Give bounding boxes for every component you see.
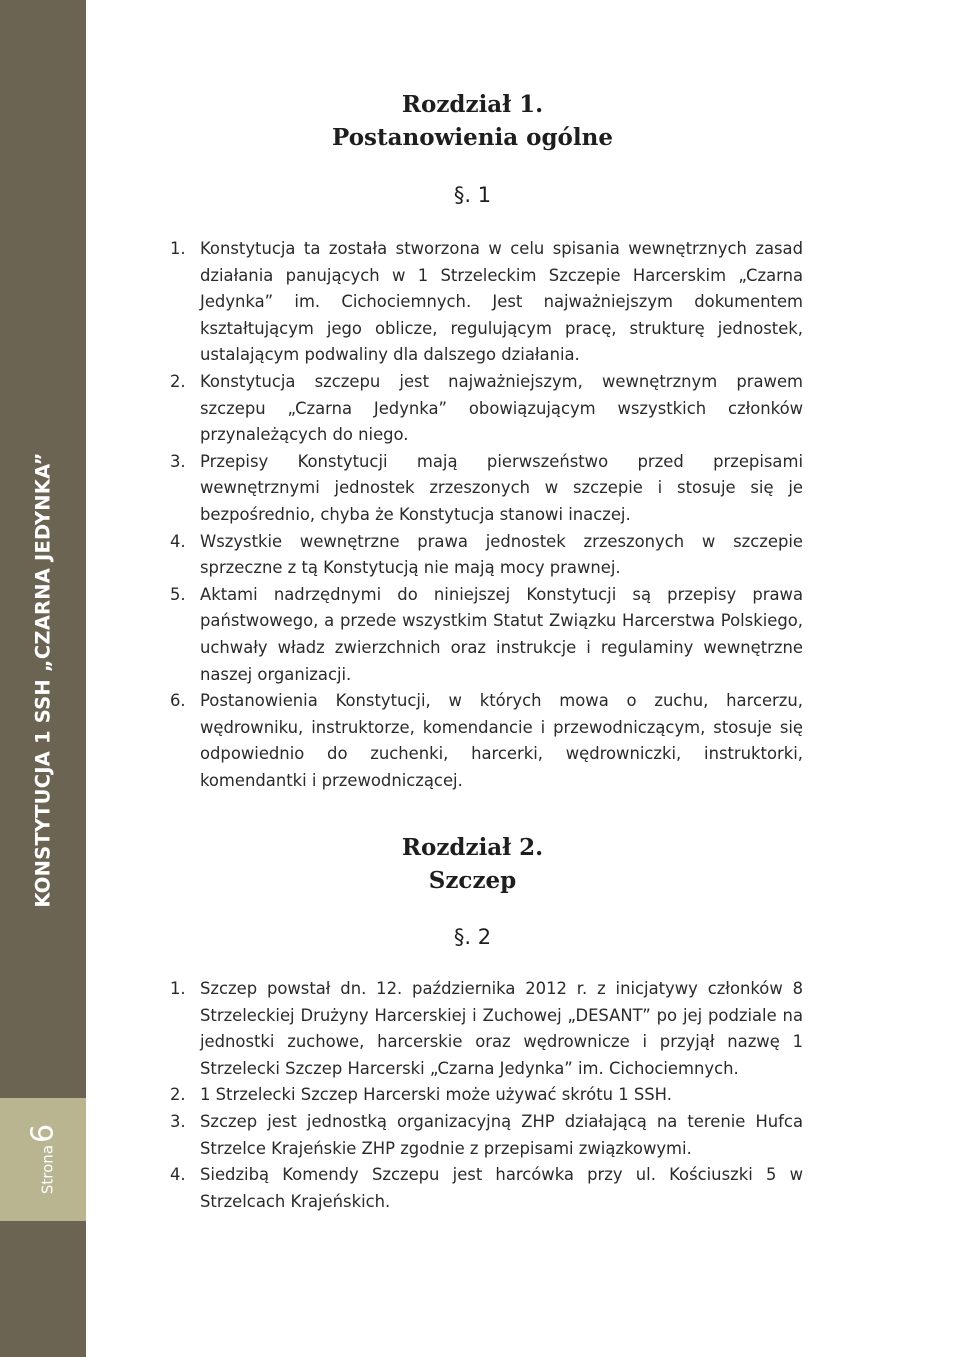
sidebar [0,0,86,1357]
list-item: 6. Postanowienia Konstytucji, w których mowa o zuchu, harcerzu, wędrowniku, instruktorze, komendancie i przewodniczącym, stosuje się odpowiednio do zuchenki, harcerki, wędrowniczki, instruktorki, komendantki i przewodniczącej. [170,691,803,790]
document-title-vertical: KONSTYTUCJA 1 SSH „CZARNA JEDYNKA” [31,452,55,908]
chapter-2-heading [170,831,775,897]
chapter-2-list [170,976,803,1215]
chapter-1-title: Postanowienia ogólne [332,124,613,151]
chapter-1-heading [170,88,775,154]
list-item: 5. Aktami nadrzędnymi do niniejszej Konstytucji są przepisy prawa państwowego, a przede wszystkim Statut Związku Harcerstwa Polskiego, uchwały władz zwierzchnich oraz instrukcje i regulaminy wewnętrzne naszej organizacji. [170,584,803,684]
list-item: 2. 1 Strzelecki Szczep Harcerski może używać skrótu 1 SSH. [170,1085,672,1105]
sidebar-title-area [0,445,86,915]
page-indicator [26,1124,61,1194]
list-item: 1. Szczep powstał dn. 12. października 2012 r. z inicjatywy członków 8 Strzeleckiej Drużyny Harcerskiej i Zuchowej „DESANT” po jej podziale na jednostki zuchowe, harcerskie oraz wędrownicze i przyjął nazwę 1 Strzelecki Szczep Harcerski „Czarna Jedynka” im. Cichociemnych. [170,979,803,1078]
paragraph-1-mark: §. 1 [453,183,492,207]
list-item: 2. Konstytucja szczepu jest najważniejszym, wewnętrznym prawem szczepu „Czarna Jedynka” obowiązującym wszystkich członków przynależących do niego. [170,371,803,445]
chapter-1-list [170,236,803,794]
page-number-box [0,1098,86,1221]
chapter-1-number: Rozdział 1. [401,91,544,118]
list-item: 1. Konstytucja ta została stworzona w celu spisania wewnętrznych zasad działania panujących w 1 Strzeleckim Szczepie Harcerskim „Czarna Jedynka” im. Cichociemnych. Jest najważniejszym dokumentem kształtującym jego oblicze, regulującym pracę, strukturę jednostek, ustalającym podwaliny dla dalszego działania. [170,239,803,365]
paragraph-2-mark: §. 2 [453,925,492,949]
list-item: 4. Siedzibą Komendy Szczepu jest harcówka przy ul. Kościuszki 5 w Strzelcach Krajeńskich. [170,1165,803,1211]
page-number: 6 [25,1123,61,1143]
list-item: 3. Przepisy Konstytucji mają pierwszeństwo przed przepisami wewnętrznymi jednostek zrzeszonych w szczepie i stosuje się je bezpośrednio, chyba że Konstytucja stanowi inaczej. [170,451,803,524]
page-label: Strona [38,1144,57,1195]
list-item: 3. Szczep jest jednostką organizacyjną ZHP działającą na terenie Hufca Strzelce Krajeńskie ZHP zgodnie z przepisami związkowymi. [170,1111,803,1158]
list-item: 4. Wszystkie wewnętrzne prawa jednostek zrzeszonych w szczepie sprzeczne z tą Konstytucją nie mają mocy prawnej. [170,531,803,578]
chapter-2-title: Szczep [428,867,517,894]
chapter-2-number: Rozdział 2. [401,834,544,861]
